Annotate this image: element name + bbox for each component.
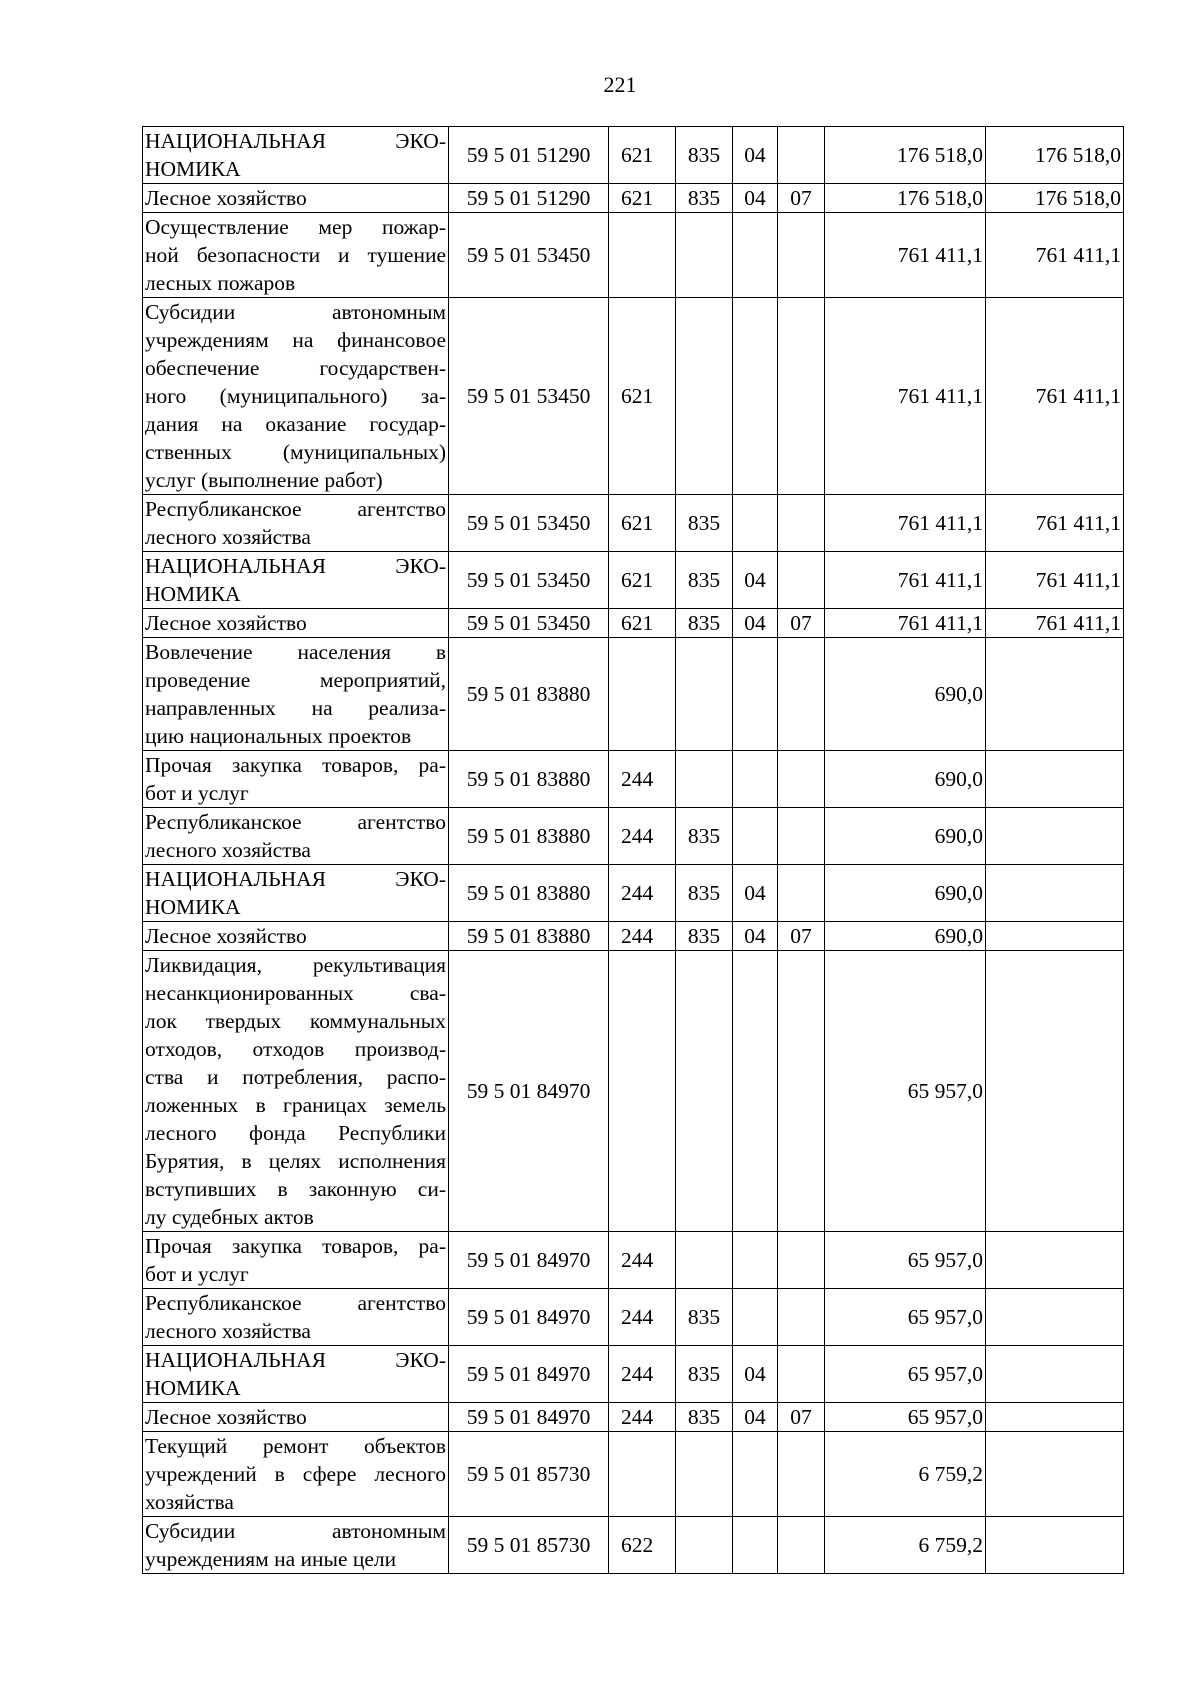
expense-type-cell: [609, 638, 676, 751]
amount-year1-cell: 761 411,1: [825, 552, 986, 609]
item-name-cell: [143, 865, 449, 922]
amount-year2-cell: [986, 638, 1124, 751]
item-name-line: Вовлечение населения в: [145, 640, 446, 664]
page-number: 221: [603, 72, 637, 97]
item-name-line: Ликвидация, рекультивация: [145, 953, 446, 977]
subsection-cell: [778, 298, 825, 495]
item-name-line: ства и потребления, распо-: [145, 1065, 446, 1089]
table-row: [143, 213, 1124, 298]
item-name-cell: [143, 1403, 449, 1432]
grbs-cell: [676, 751, 733, 808]
grbs-cell: [676, 298, 733, 495]
item-name-line: НАЦИОНАЛЬНАЯ ЭКО-: [145, 554, 446, 578]
item-name-line: лесных пожаров: [145, 271, 296, 295]
target-code-cell: 59 5 01 83880: [449, 751, 609, 808]
item-name-line: НАЦИОНАЛЬНАЯ ЭКО-: [145, 1348, 446, 1372]
subsection-cell: [778, 1346, 825, 1403]
item-name-line: Бурятия, в целях исполнения: [145, 1149, 446, 1173]
grbs-cell: [676, 213, 733, 298]
table-row: [143, 127, 1124, 184]
subsection-cell: [778, 1432, 825, 1517]
item-name-line: Текущий ремонт объектов: [145, 1434, 446, 1458]
item-name-line: Лесное хозяйство: [145, 924, 307, 948]
table-row: [143, 184, 1124, 213]
target-code-cell: 59 5 01 53450: [449, 552, 609, 609]
amount-year2-cell: [986, 922, 1124, 951]
item-name-line: Субсидии автономным: [145, 1519, 446, 1543]
subsection-cell: 07: [778, 1403, 825, 1432]
subsection-cell: [778, 638, 825, 751]
section-cell: [733, 638, 778, 751]
item-name-cell: [143, 184, 449, 213]
target-code-cell: 59 5 01 85730: [449, 1432, 609, 1517]
item-name-line: направленных на реализа-: [145, 696, 446, 720]
expense-type-cell: 621: [609, 552, 676, 609]
amount-year1-cell: 65 957,0: [825, 1403, 986, 1432]
table-row: [143, 808, 1124, 865]
expense-type-cell: 244: [609, 1346, 676, 1403]
grbs-cell: 835: [676, 1346, 733, 1403]
item-name-cell: [143, 1432, 449, 1517]
amount-year1-cell: 761 411,1: [825, 495, 986, 552]
amount-year1-cell: 6 759,2: [825, 1432, 986, 1517]
item-name-cell: [143, 1289, 449, 1346]
section-cell: [733, 495, 778, 552]
item-name-line: бот и услуг: [145, 1262, 249, 1286]
item-name-cell: [143, 298, 449, 495]
item-name-line: ной безопасности и тушение: [145, 243, 446, 267]
table-row: [143, 1432, 1124, 1517]
amount-year1-cell: 65 957,0: [825, 951, 986, 1232]
item-name-line: лу судебных актов: [145, 1205, 314, 1229]
amount-year1-cell: 690,0: [825, 865, 986, 922]
item-name-line: НОМИКА: [145, 582, 241, 606]
subsection-cell: 07: [778, 922, 825, 951]
expense-type-cell: 621: [609, 298, 676, 495]
table-row: [143, 298, 1124, 495]
amount-year1-cell: 761 411,1: [825, 298, 986, 495]
target-code-cell: 59 5 01 84970: [449, 1232, 609, 1289]
expense-type-cell: 244: [609, 1403, 676, 1432]
item-name-line: ственных (муниципальных): [145, 440, 446, 464]
table-row: [143, 1289, 1124, 1346]
item-name-cell: [143, 922, 449, 951]
section-cell: 04: [733, 1403, 778, 1432]
expense-type-cell: 622: [609, 1517, 676, 1574]
section-cell: [733, 1232, 778, 1289]
grbs-cell: 835: [676, 865, 733, 922]
expense-type-cell: 244: [609, 865, 676, 922]
section-cell: 04: [733, 184, 778, 213]
amount-year1-cell: 176 518,0: [825, 127, 986, 184]
grbs-cell: 835: [676, 1403, 733, 1432]
section-cell: 04: [733, 127, 778, 184]
amount-year1-cell: 65 957,0: [825, 1289, 986, 1346]
item-name-line: НОМИКА: [145, 157, 241, 181]
target-code-cell: 59 5 01 51290: [449, 184, 609, 213]
target-code-cell: 59 5 01 53450: [449, 213, 609, 298]
item-name-cell: [143, 951, 449, 1232]
amount-year1-cell: 690,0: [825, 808, 986, 865]
table-row: [143, 638, 1124, 751]
section-cell: 04: [733, 609, 778, 638]
table-row: [143, 951, 1124, 1232]
expense-type-cell: [609, 1432, 676, 1517]
item-name-line: несанкционированных сва-: [145, 981, 446, 1005]
table-row: [143, 1517, 1124, 1574]
subsection-cell: [778, 552, 825, 609]
item-name-line: отходов, отходов производ-: [145, 1037, 446, 1061]
amount-year1-cell: 690,0: [825, 922, 986, 951]
item-name-line: Республиканское агентство: [145, 810, 446, 834]
item-name-line: цию национальных проектов: [145, 724, 412, 748]
amount-year1-cell: 65 957,0: [825, 1232, 986, 1289]
item-name-line: НАЦИОНАЛЬНАЯ ЭКО-: [145, 867, 446, 891]
grbs-cell: [676, 951, 733, 1232]
amount-year2-cell: [986, 751, 1124, 808]
item-name-line: ного (муниципального) за-: [145, 384, 446, 408]
expense-type-cell: 621: [609, 184, 676, 213]
section-cell: [733, 951, 778, 1232]
subsection-cell: [778, 495, 825, 552]
item-name-line: Республиканское агентство: [145, 497, 446, 521]
item-name-line: обеспечение государствен-: [145, 356, 446, 380]
table-row: [143, 609, 1124, 638]
subsection-cell: [778, 127, 825, 184]
grbs-cell: 835: [676, 808, 733, 865]
item-name-line: Лесное хозяйство: [145, 186, 307, 210]
table-row: [143, 495, 1124, 552]
section-cell: [733, 1289, 778, 1346]
expense-type-cell: 621: [609, 495, 676, 552]
section-cell: 04: [733, 1346, 778, 1403]
item-name-line: лесного хозяйства: [145, 1319, 311, 1343]
item-name-line: Субсидии автономным: [145, 300, 446, 324]
amount-year2-cell: 761 411,1: [986, 552, 1124, 609]
amount-year2-cell: [986, 951, 1124, 1232]
item-name-line: НАЦИОНАЛЬНАЯ ЭКО-: [145, 129, 446, 153]
expense-type-cell: 621: [609, 609, 676, 638]
amount-year2-cell: 761 411,1: [986, 495, 1124, 552]
table-row: [143, 552, 1124, 609]
table-row: [143, 751, 1124, 808]
section-cell: 04: [733, 922, 778, 951]
subsection-cell: 07: [778, 609, 825, 638]
amount-year2-cell: [986, 1232, 1124, 1289]
grbs-cell: [676, 638, 733, 751]
item-name-cell: [143, 638, 449, 751]
item-name-line: Республиканское агентство: [145, 1291, 446, 1315]
target-code-cell: 59 5 01 84970: [449, 951, 609, 1232]
item-name-cell: [143, 1346, 449, 1403]
item-name-cell: [143, 213, 449, 298]
target-code-cell: 59 5 01 84970: [449, 1346, 609, 1403]
item-name-line: бот и услуг: [145, 781, 249, 805]
section-cell: [733, 751, 778, 808]
section-cell: [733, 298, 778, 495]
amount-year1-cell: 65 957,0: [825, 1346, 986, 1403]
subsection-cell: [778, 1289, 825, 1346]
budget-table: [142, 126, 1124, 1574]
item-name-line: лесного хозяйства: [145, 525, 311, 549]
item-name-cell: [143, 1517, 449, 1574]
item-name-line: Прочая закупка товаров, ра-: [145, 753, 446, 777]
section-cell: 04: [733, 865, 778, 922]
amount-year2-cell: [986, 1403, 1124, 1432]
item-name-line: вступивших в законную си-: [145, 1177, 446, 1201]
item-name-line: лесного хозяйства: [145, 838, 311, 862]
item-name-line: Лесное хозяйство: [145, 1405, 307, 1429]
grbs-cell: [676, 1232, 733, 1289]
amount-year1-cell: 6 759,2: [825, 1517, 986, 1574]
expense-type-cell: 244: [609, 1232, 676, 1289]
expense-type-cell: 244: [609, 751, 676, 808]
grbs-cell: 835: [676, 495, 733, 552]
item-name-cell: [143, 609, 449, 638]
item-name-cell: [143, 552, 449, 609]
item-name-cell: [143, 495, 449, 552]
table-row: [143, 1403, 1124, 1432]
target-code-cell: 59 5 01 84970: [449, 1289, 609, 1346]
grbs-cell: [676, 1432, 733, 1517]
amount-year2-cell: 761 411,1: [986, 298, 1124, 495]
target-code-cell: 59 5 01 53450: [449, 495, 609, 552]
subsection-cell: [778, 951, 825, 1232]
subsection-cell: 07: [778, 184, 825, 213]
target-code-cell: 59 5 01 51290: [449, 127, 609, 184]
expense-type-cell: [609, 951, 676, 1232]
item-name-cell: [143, 127, 449, 184]
target-code-cell: 59 5 01 83880: [449, 638, 609, 751]
amount-year2-cell: [986, 865, 1124, 922]
amount-year2-cell: 176 518,0: [986, 127, 1124, 184]
item-name-line: услуг (выполнение работ): [145, 468, 383, 492]
table-row: [143, 1346, 1124, 1403]
amount-year1-cell: 690,0: [825, 638, 986, 751]
grbs-cell: 835: [676, 922, 733, 951]
expense-type-cell: [609, 213, 676, 298]
table-row: [143, 865, 1124, 922]
amount-year1-cell: 761 411,1: [825, 213, 986, 298]
target-code-cell: 59 5 01 53450: [449, 609, 609, 638]
item-name-cell: [143, 751, 449, 808]
grbs-cell: 835: [676, 1289, 733, 1346]
item-name-line: учреждений в сфере лесного: [145, 1462, 446, 1486]
item-name-line: Прочая закупка товаров, ра-: [145, 1234, 446, 1258]
item-name-line: хозяйства: [145, 1490, 234, 1514]
amount-year2-cell: 761 411,1: [986, 609, 1124, 638]
amount-year1-cell: 761 411,1: [825, 609, 986, 638]
expense-type-cell: 244: [609, 922, 676, 951]
amount-year2-cell: 176 518,0: [986, 184, 1124, 213]
amount-year2-cell: 761 411,1: [986, 213, 1124, 298]
item-name-line: дания на оказание государ-: [145, 412, 446, 436]
item-name-cell: [143, 808, 449, 865]
item-name-line: учреждениям на финансовое: [145, 328, 446, 352]
item-name-line: Осуществление мер пожар-: [145, 215, 446, 239]
grbs-cell: 835: [676, 127, 733, 184]
item-name-line: Лесное хозяйство: [145, 611, 307, 635]
section-cell: 04: [733, 552, 778, 609]
grbs-cell: 835: [676, 184, 733, 213]
amount-year1-cell: 176 518,0: [825, 184, 986, 213]
grbs-cell: 835: [676, 609, 733, 638]
table-row: [143, 1232, 1124, 1289]
item-name-line: проведение мероприятий,: [145, 668, 446, 692]
amount-year2-cell: [986, 1346, 1124, 1403]
subsection-cell: [778, 1232, 825, 1289]
target-code-cell: 59 5 01 83880: [449, 865, 609, 922]
item-name-line: НОМИКА: [145, 895, 241, 919]
expense-type-cell: 244: [609, 1289, 676, 1346]
subsection-cell: [778, 1517, 825, 1574]
item-name-line: учреждениям на иные цели: [145, 1547, 397, 1571]
table-row: [143, 922, 1124, 951]
amount-year2-cell: [986, 1432, 1124, 1517]
budget-table-body: [143, 127, 1124, 1574]
grbs-cell: [676, 1517, 733, 1574]
expense-type-cell: 621: [609, 127, 676, 184]
item-name-line: лесного фонда Республики: [145, 1121, 446, 1145]
target-code-cell: 59 5 01 84970: [449, 1403, 609, 1432]
section-cell: [733, 1517, 778, 1574]
item-name-line: лок твердых коммунальных: [145, 1009, 446, 1033]
amount-year2-cell: [986, 808, 1124, 865]
target-code-cell: 59 5 01 53450: [449, 298, 609, 495]
item-name-line: ложенных в границах земель: [145, 1093, 446, 1117]
section-cell: [733, 1432, 778, 1517]
section-cell: [733, 808, 778, 865]
subsection-cell: [778, 213, 825, 298]
item-name-line: НОМИКА: [145, 1376, 241, 1400]
section-cell: [733, 213, 778, 298]
subsection-cell: [778, 808, 825, 865]
subsection-cell: [778, 865, 825, 922]
subsection-cell: [778, 751, 825, 808]
target-code-cell: 59 5 01 83880: [449, 808, 609, 865]
grbs-cell: 835: [676, 552, 733, 609]
amount-year2-cell: [986, 1517, 1124, 1574]
target-code-cell: 59 5 01 83880: [449, 922, 609, 951]
amount-year1-cell: 690,0: [825, 751, 986, 808]
item-name-cell: [143, 1232, 449, 1289]
target-code-cell: 59 5 01 85730: [449, 1517, 609, 1574]
amount-year2-cell: [986, 1289, 1124, 1346]
expense-type-cell: 244: [609, 808, 676, 865]
